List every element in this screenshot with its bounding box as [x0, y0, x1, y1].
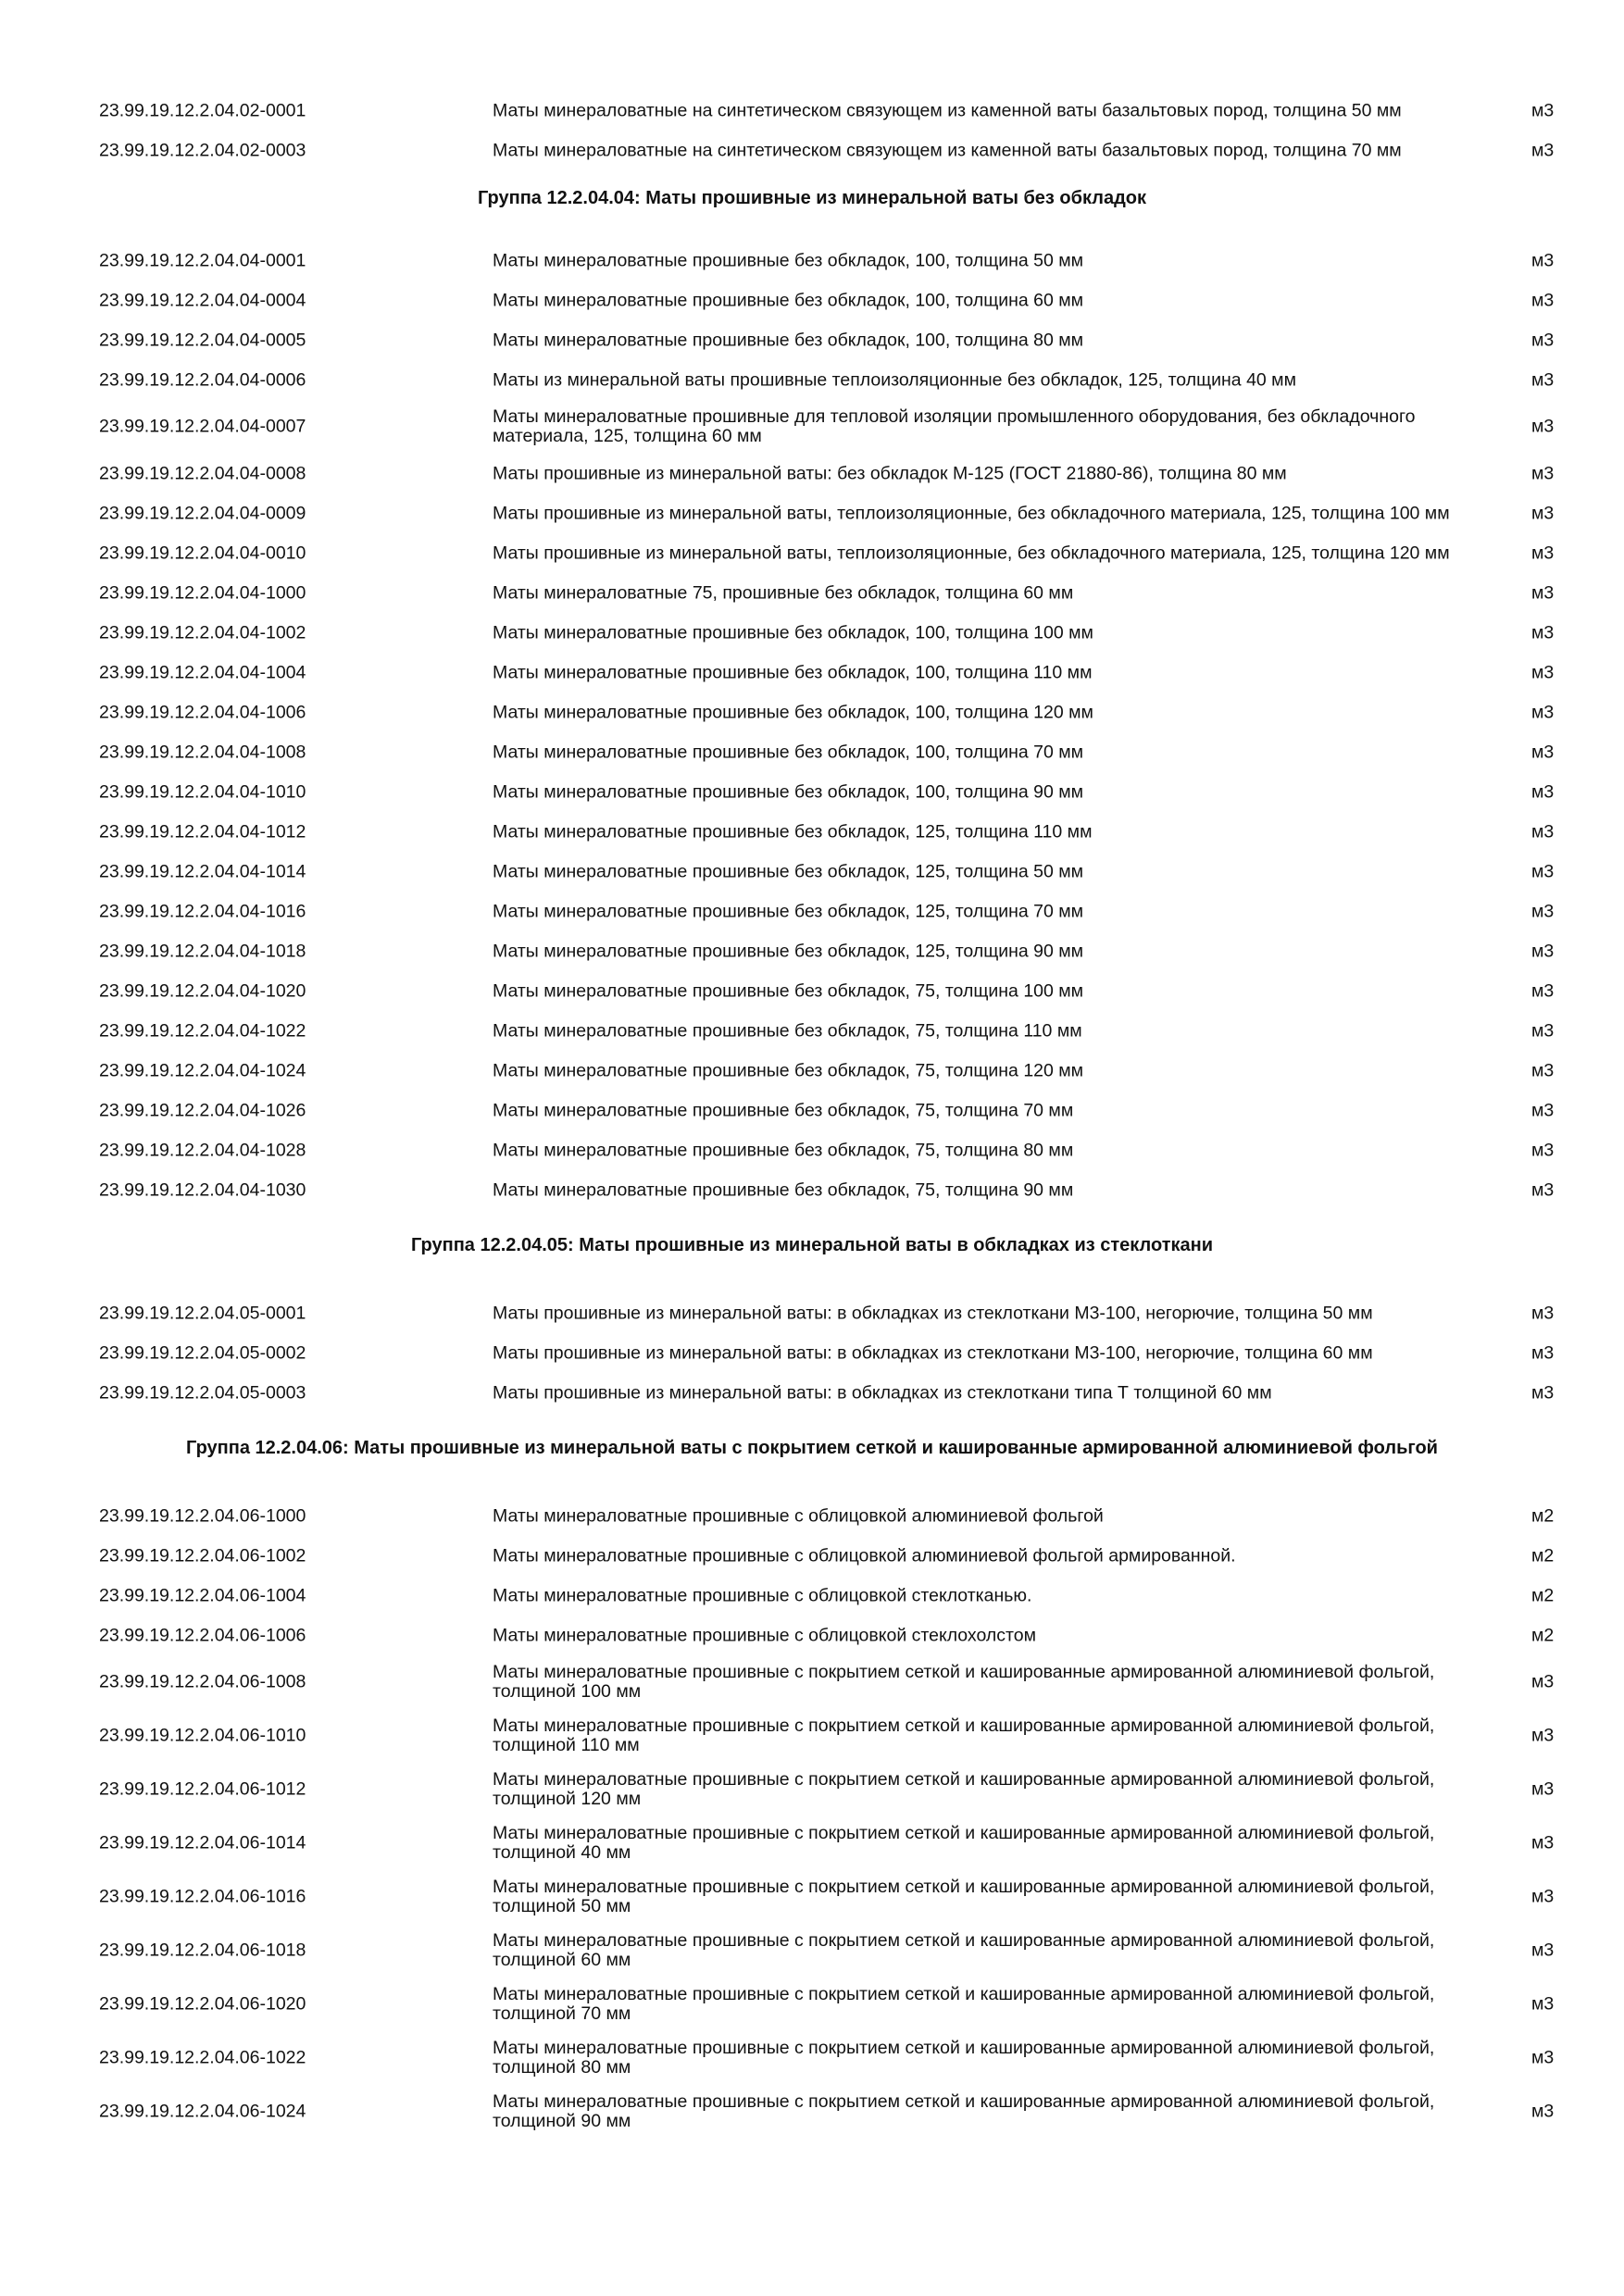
table-row — [0, 1870, 1624, 1924]
unit-of-measure: м3 — [1531, 1100, 1555, 1120]
unit-of-measure: м3 — [1531, 662, 1555, 682]
table-row — [0, 1333, 1624, 1373]
table-row — [0, 131, 1624, 170]
table-row — [0, 613, 1624, 653]
table-row — [0, 2031, 1624, 2085]
unit-of-measure: м3 — [1531, 622, 1555, 643]
resource-description: Маты минераловатные прошивные с покрытием сеткой и кашированные армированной алюминиевой фольгой, толщиной 100 мм — [493, 1662, 1435, 1702]
unit-of-measure: м3 — [1531, 250, 1555, 270]
unit-of-measure: м2 — [1531, 1625, 1555, 1645]
resource-code: 23.99.19.12.2.04.06-1004 — [99, 1585, 306, 1605]
table-row — [0, 1978, 1624, 2031]
resource-code: 23.99.19.12.2.04.04-1000 — [99, 582, 306, 603]
resource-code: 23.99.19.12.2.04.04-1020 — [99, 980, 306, 1001]
resource-description: Маты минераловатные прошивные с покрытием сеткой и кашированные армированной алюминиевой фольгой, толщиной 50 мм — [493, 1877, 1435, 1916]
unit-of-measure: м3 — [1531, 980, 1555, 1001]
resource-description: Маты прошивные из минеральной ваты, теплоизоляционные, без обкладочного материала, 125, толщина 100 мм — [493, 503, 1450, 523]
table-row — [0, 1655, 1624, 1709]
unit-of-measure: м3 — [1531, 1179, 1555, 1200]
unit-of-measure: м3 — [1531, 1778, 1555, 1800]
resource-code: 23.99.19.12.2.04.06-1022 — [99, 2047, 306, 2068]
table-row — [0, 1496, 1624, 1536]
table-row — [0, 812, 1624, 852]
resource-description: Маты минераловатные прошивные без обкладок, 100, толщина 100 мм — [493, 622, 1093, 643]
resource-code: 23.99.19.12.2.04.04-1006 — [99, 702, 306, 722]
table-row — [0, 1816, 1624, 1870]
resource-description: Маты минераловатные прошивные без обкладок, 100, толщина 70 мм — [493, 742, 1084, 762]
table-row — [0, 1616, 1624, 1655]
table-row — [0, 454, 1624, 493]
resource-description: Маты минераловатные прошивные с покрытием сеткой и кашированные армированной алюминиевой фольгой, толщиной 120 мм — [493, 1769, 1435, 1809]
resource-code: 23.99.19.12.2.04.04-0008 — [99, 463, 306, 483]
resource-code: 23.99.19.12.2.04.06-1002 — [99, 1545, 306, 1566]
table-row — [0, 281, 1624, 320]
unit-of-measure: м3 — [1531, 369, 1555, 390]
resource-description: Маты минераловатные прошивные с облицовкой стеклохолстом — [493, 1625, 1036, 1645]
unit-of-measure: м3 — [1531, 1342, 1555, 1363]
resource-description: Маты прошивные из минеральной ваты, теплоизоляционные, без обкладочного материала, 125, толщина 120 мм — [493, 543, 1450, 563]
table-row — [0, 1170, 1624, 1210]
resource-description: Маты минераловатные прошивные без обкладок, 100, толщина 80 мм — [493, 330, 1084, 350]
resource-code: 23.99.19.12.2.04.04-1008 — [99, 742, 306, 762]
unit-of-measure: м3 — [1531, 416, 1555, 437]
resource-code: 23.99.19.12.2.04.04-0009 — [99, 503, 306, 523]
resource-code: 23.99.19.12.2.04.06-1008 — [99, 1671, 306, 1692]
resource-code: 23.99.19.12.2.04.04-1028 — [99, 1140, 306, 1160]
resource-description: Маты минераловатные прошивные с покрытием сеткой и кашированные армированной алюминиевой фольгой, толщиной 40 мм — [493, 1823, 1435, 1863]
resource-code: 23.99.19.12.2.04.04-1022 — [99, 1020, 306, 1041]
resource-description: Маты минераловатные прошивные без обкладок, 125, толщина 50 мм — [493, 861, 1084, 881]
unit-of-measure: м3 — [1531, 1886, 1555, 1907]
resource-code: 23.99.19.12.2.04.06-1012 — [99, 1778, 306, 1800]
unit-of-measure: м3 — [1531, 861, 1555, 881]
unit-of-measure: м3 — [1531, 1382, 1555, 1403]
resource-description: Маты минераловатные на синтетическом связующем из каменной ваты базальтовых пород, толщина 70 мм — [493, 140, 1402, 160]
resource-code: 23.99.19.12.2.04.04-1012 — [99, 821, 306, 842]
unit-of-measure: м3 — [1531, 702, 1555, 722]
resource-code: 23.99.19.12.2.04.06-1018 — [99, 1940, 306, 1961]
resource-description: Маты минераловатные прошивные без обкладок, 100, толщина 60 мм — [493, 290, 1084, 310]
table-row — [0, 772, 1624, 812]
table-row — [0, 533, 1624, 573]
resource-code: 23.99.19.12.2.04.04-1016 — [99, 901, 306, 921]
table-row — [0, 693, 1624, 732]
resource-code: 23.99.19.12.2.04.04-1014 — [99, 861, 306, 881]
group-header — [0, 170, 1624, 241]
unit-of-measure: м3 — [1531, 1020, 1555, 1041]
resource-description: Маты минераловатные прошивные без обкладок, 100, толщина 50 мм — [493, 250, 1084, 270]
resource-description: Маты минераловатные прошивные без обкладок, 75, толщина 70 мм — [493, 1100, 1074, 1120]
resource-code: 23.99.19.12.2.04.04-1002 — [99, 622, 306, 643]
table-row — [0, 1924, 1624, 1978]
table-row — [0, 1536, 1624, 1576]
resource-code: 23.99.19.12.2.04.06-1014 — [99, 1832, 306, 1853]
resource-code: 23.99.19.12.2.04.04-0006 — [99, 369, 306, 390]
resource-code: 23.99.19.12.2.04.02-0003 — [99, 140, 306, 160]
unit-of-measure: м3 — [1531, 901, 1555, 921]
resource-description: Маты минераловатные прошивные с покрытием сеткой и кашированные армированной алюминиевой фольгой, толщиной 90 мм — [493, 2091, 1435, 2131]
unit-of-measure: м3 — [1531, 2047, 1555, 2068]
table-row — [0, 1373, 1624, 1413]
resource-description: Маты минераловатные прошивные для тепловой изоляции промышленного оборудования, без обкладочного материала, 125, толщина 60 мм — [493, 406, 1416, 446]
resource-description: Маты прошивные из минеральной ваты: в обкладках из стеклоткани типа Т толщиной 60 мм — [493, 1382, 1272, 1403]
resource-code: 23.99.19.12.2.04.06-1016 — [99, 1886, 306, 1907]
resource-code: 23.99.19.12.2.04.04-1026 — [99, 1100, 306, 1120]
resource-description: Маты минераловатные прошивные без обкладок, 75, толщина 120 мм — [493, 1060, 1084, 1080]
table-row — [0, 573, 1624, 613]
unit-of-measure: м2 — [1531, 1545, 1555, 1566]
resource-description: Маты минераловатные на синтетическом связующем из каменной ваты базальтовых пород, толщина 50 мм — [493, 100, 1402, 120]
table-row — [0, 1011, 1624, 1051]
resource-description: Маты минераловатные прошивные без обкладок, 125, толщина 70 мм — [493, 901, 1084, 921]
table-row — [0, 1130, 1624, 1170]
table-row — [0, 1051, 1624, 1091]
resource-description: Маты минераловатные прошивные без обкладок, 75, толщина 80 мм — [493, 1140, 1074, 1160]
resource-description: Маты минераловатные прошивные без обкладок, 125, толщина 90 мм — [493, 941, 1084, 961]
resource-code: 23.99.19.12.2.04.06-1010 — [99, 1725, 306, 1746]
unit-of-measure: м2 — [1531, 1585, 1555, 1605]
resource-code: 23.99.19.12.2.04.02-0001 — [99, 100, 306, 120]
resource-code: 23.99.19.12.2.04.06-1020 — [99, 1993, 306, 2015]
unit-of-measure: м3 — [1531, 781, 1555, 802]
table-row — [0, 852, 1624, 892]
group-title: Группа 12.2.04.05: Маты прошивные из минеральной ваты в обкладках из стеклоткани — [410, 1235, 1214, 1255]
unit-of-measure: м3 — [1531, 503, 1555, 523]
unit-of-measure: м3 — [1531, 821, 1555, 842]
unit-of-measure: м3 — [1531, 463, 1555, 483]
unit-of-measure: м3 — [1531, 543, 1555, 563]
resource-code: 23.99.19.12.2.04.04-0001 — [99, 250, 306, 270]
resource-description: Маты минераловатные прошивные без обкладок, 75, толщина 90 мм — [493, 1179, 1074, 1200]
resource-description: Маты минераловатные прошивные с покрытием сеткой и кашированные армированной алюминиевой фольгой, толщиной 60 мм — [493, 1930, 1435, 1970]
unit-of-measure: м3 — [1531, 1832, 1555, 1853]
resource-code: 23.99.19.12.2.04.04-0007 — [99, 416, 306, 437]
resource-description: Маты минераловатные прошивные без обкладок, 100, толщина 90 мм — [493, 781, 1084, 802]
table-row — [0, 653, 1624, 693]
unit-of-measure: м3 — [1531, 742, 1555, 762]
unit-of-measure: м3 — [1531, 1940, 1555, 1961]
table-row — [0, 493, 1624, 533]
unit-of-measure: м3 — [1531, 1671, 1555, 1692]
table-row — [0, 1091, 1624, 1130]
table-row — [0, 241, 1624, 281]
table-row — [0, 360, 1624, 400]
resource-code: 23.99.19.12.2.04.06-1006 — [99, 1625, 306, 1645]
resource-description: Маты прошивные из минеральной ваты: в обкладках из стеклоткани М3-100, негорючие, толщина 60 мм — [493, 1342, 1373, 1363]
resource-code: 23.99.19.12.2.04.04-0005 — [99, 330, 306, 350]
group-header — [0, 1210, 1624, 1293]
resource-description: Маты минераловатные прошивные с покрытием сеткой и кашированные армированной алюминиевой фольгой, толщиной 70 мм — [493, 1984, 1435, 2024]
resource-code: 23.99.19.12.2.04.04-0004 — [99, 290, 306, 310]
unit-of-measure: м3 — [1531, 330, 1555, 350]
resource-code: 23.99.19.12.2.04.05-0002 — [99, 1342, 306, 1363]
table-row — [0, 732, 1624, 772]
table-row — [0, 1763, 1624, 1816]
resource-description: Маты из минеральной ваты прошивные теплоизоляционные без обкладок, 125, толщина 40 мм — [493, 369, 1296, 390]
table-row — [0, 91, 1624, 131]
resource-description: Маты минераловатные прошивные с облицовкой алюминиевой фольгой — [493, 1505, 1104, 1526]
resource-code: 23.99.19.12.2.04.06-1000 — [99, 1505, 306, 1526]
unit-of-measure: м2 — [1531, 1505, 1555, 1526]
unit-of-measure: м3 — [1531, 1140, 1555, 1160]
table-row — [0, 400, 1624, 454]
group-title: Группа 12.2.04.04: Маты прошивные из минеральной ваты без обкладок — [477, 188, 1147, 208]
resource-description: Маты минераловатные прошивные без обкладок, 100, толщина 120 мм — [493, 702, 1093, 722]
resource-code: 23.99.19.12.2.04.04-1024 — [99, 1060, 306, 1080]
unit-of-measure: м3 — [1531, 1725, 1555, 1746]
resource-description: Маты минераловатные прошивные с покрытием сеткой и кашированные армированной алюминиевой фольгой, толщиной 110 мм — [493, 1716, 1435, 1755]
resource-description: Маты минераловатные прошивные с облицовкой алюминиевой фольгой армированной. — [493, 1545, 1236, 1566]
group-title: Группа 12.2.04.06: Маты прошивные из минеральной ваты с покрытием сеткой и кашированные армированной алюминиевой фольгой — [186, 1438, 1438, 1458]
table-row — [0, 892, 1624, 931]
table-row — [0, 320, 1624, 360]
resource-description: Маты минераловатные прошивные без обкладок, 75, толщина 110 мм — [493, 1020, 1082, 1041]
unit-of-measure: м3 — [1531, 582, 1555, 603]
unit-of-measure: м3 — [1531, 2101, 1555, 2122]
resource-code: 23.99.19.12.2.04.05-0001 — [99, 1303, 306, 1323]
unit-of-measure: м3 — [1531, 1303, 1555, 1323]
table-row — [0, 1576, 1624, 1616]
unit-of-measure: м3 — [1531, 290, 1555, 310]
resource-description: Маты минераловатные прошивные без обкладок, 100, толщина 110 мм — [493, 662, 1093, 682]
resource-code: 23.99.19.12.2.04.06-1024 — [99, 2101, 306, 2122]
unit-of-measure: м3 — [1531, 941, 1555, 961]
resource-code: 23.99.19.12.2.04.05-0003 — [99, 1382, 306, 1403]
group-header — [0, 1413, 1624, 1496]
table-row — [0, 1293, 1624, 1333]
resource-code: 23.99.19.12.2.04.04-1004 — [99, 662, 306, 682]
table-row — [0, 971, 1624, 1011]
resource-description: Маты минераловатные прошивные без обкладок, 75, толщина 100 мм — [493, 980, 1084, 1001]
unit-of-measure: м3 — [1531, 1060, 1555, 1080]
unit-of-measure: м3 — [1531, 1993, 1555, 2015]
resource-description: Маты минераловатные 75, прошивные без обкладок, толщина 60 мм — [493, 582, 1074, 603]
resource-description: Маты минераловатные прошивные без обкладок, 125, толщина 110 мм — [493, 821, 1093, 842]
resource-code: 23.99.19.12.2.04.04-1030 — [99, 1179, 306, 1200]
unit-of-measure: м3 — [1531, 140, 1555, 160]
resource-code: 23.99.19.12.2.04.04-1018 — [99, 941, 306, 961]
resource-description: Маты минераловатные прошивные с покрытием сеткой и кашированные армированной алюминиевой фольгой, толщиной 80 мм — [493, 2038, 1435, 2078]
table-row — [0, 931, 1624, 971]
resource-description: Маты минераловатные прошивные с облицовкой стеклотканью. — [493, 1585, 1032, 1605]
resource-description: Маты прошивные из минеральной ваты: без обкладок М-125 (ГОСТ 21880-86), толщина 80 мм — [493, 463, 1287, 483]
resource-code: 23.99.19.12.2.04.04-0010 — [99, 543, 306, 563]
price-document — [0, 91, 1624, 2139]
unit-of-measure: м3 — [1531, 100, 1555, 120]
table-row — [0, 2085, 1624, 2139]
table-row — [0, 1709, 1624, 1763]
resource-code: 23.99.19.12.2.04.04-1010 — [99, 781, 306, 802]
resource-description: Маты прошивные из минеральной ваты: в обкладках из стеклоткани М3-100, негорючие, толщина 50 мм — [493, 1303, 1373, 1323]
